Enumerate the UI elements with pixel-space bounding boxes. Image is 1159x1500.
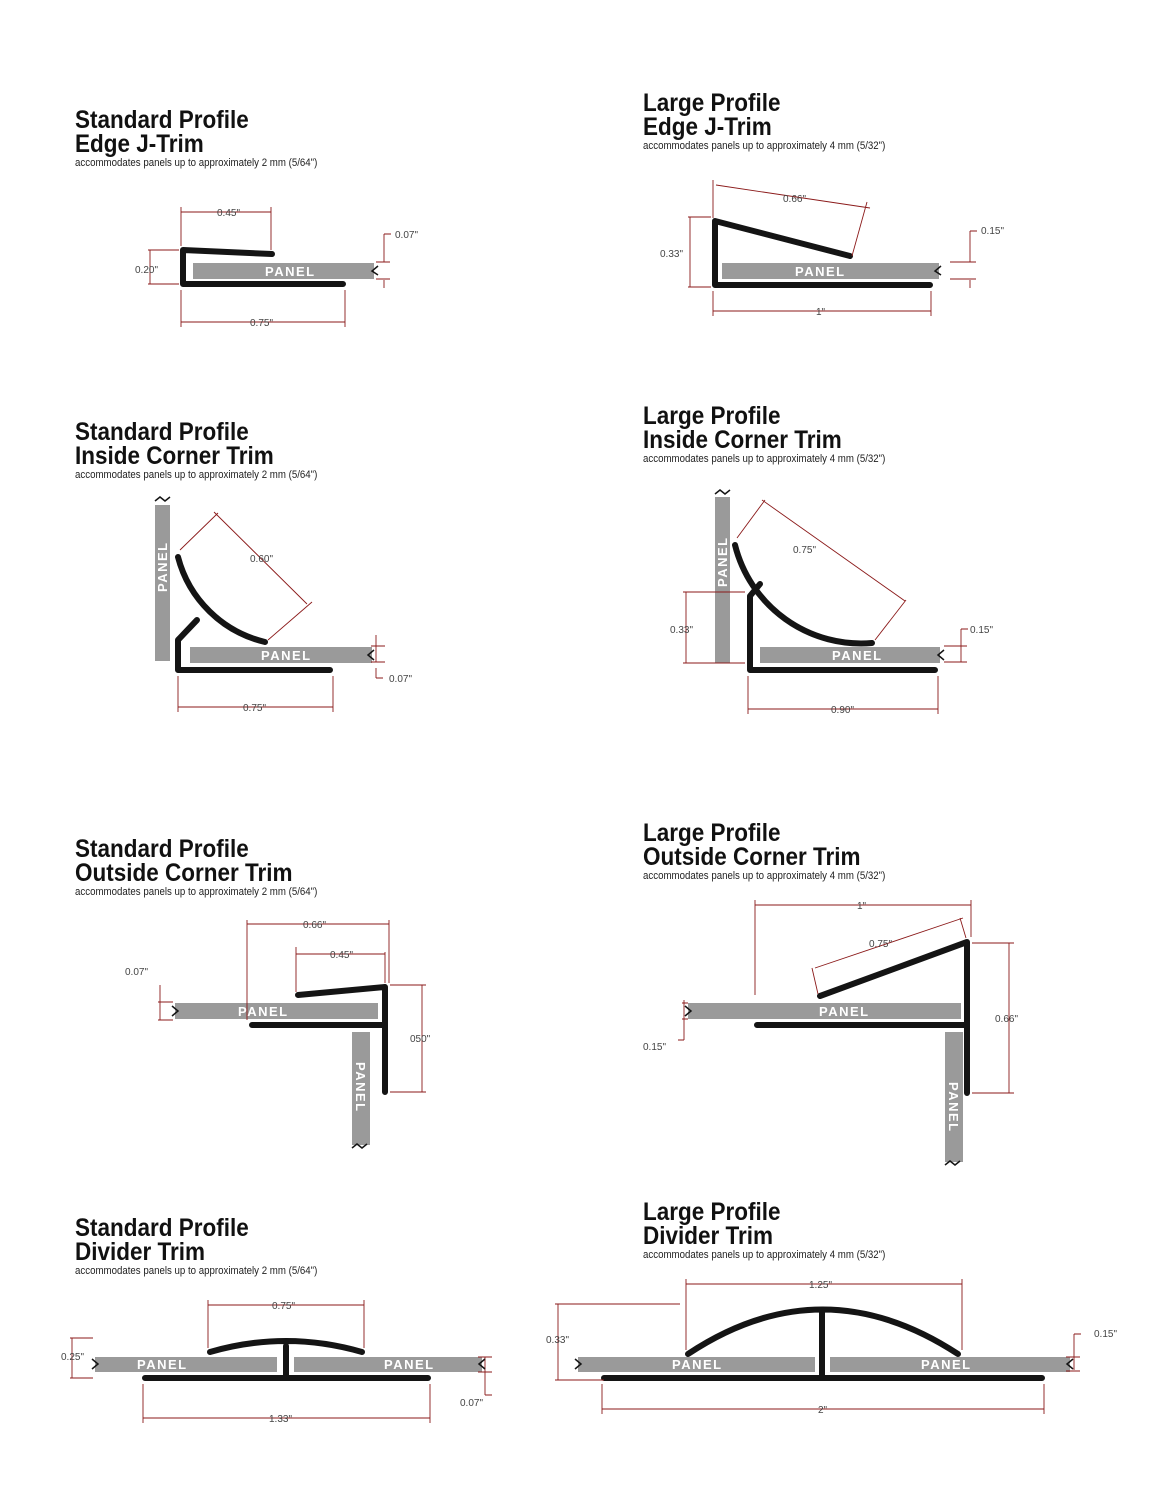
dim-lg-divider-d: 2" [818, 1405, 828, 1416]
panel-label-6: PANEL [832, 648, 883, 663]
lg-inside-note: accommodates panels up to approximately 4 mm (5/32") [643, 453, 886, 465]
std-inside-title-2: Inside Corner Trim [75, 442, 274, 470]
dim-lg-outside-b: 0.75" [869, 939, 893, 950]
std-outside-title-2: Outside Corner Trim [75, 859, 293, 887]
dim-lg-divider-b: 0.33" [546, 1335, 570, 1346]
lg-inside-title-1: Large Profile [643, 402, 781, 430]
std-edge-title-2: Edge J-Trim [75, 130, 204, 158]
lg-edge-title-2: Edge J-Trim [643, 113, 772, 141]
panel-label-10: PANEL [946, 1082, 961, 1133]
panel-label-2: PANEL [795, 264, 846, 279]
std-outside-title-1: Standard Profile [75, 835, 249, 863]
dim-std-divider-a: 0.75" [272, 1301, 296, 1312]
dim-lg-inside-c: 0.33" [670, 625, 694, 636]
dim-std-divider-b: 0.25" [61, 1352, 85, 1363]
dim-std-inside-b: 0.07" [389, 674, 413, 685]
dim-std-edge-c: 0.20" [135, 265, 159, 276]
panel-label-14: PANEL [921, 1357, 972, 1372]
std-inside-note: accommodates panels up to approximately 2 mm (5/64") [75, 469, 318, 481]
dim-std-outside-d: 050" [410, 1034, 431, 1045]
panel-label-9: PANEL [819, 1004, 870, 1019]
dim-std-divider-c: 0.07" [460, 1398, 484, 1409]
std-outside-note: accommodates panels up to approximately 2 mm (5/64") [75, 886, 318, 898]
dim-lg-outside-a: 1" [857, 901, 867, 912]
lg-divider-title-2: Divider Trim [643, 1222, 774, 1250]
lg-edge-note: accommodates panels up to approximately 4 mm (5/32") [643, 140, 886, 152]
panel-label-7: PANEL [238, 1004, 289, 1019]
dim-lg-divider-a: 1.25" [809, 1280, 833, 1291]
dim-std-inside-d: 0.75" [243, 703, 267, 714]
std-divider-note: accommodates panels up to approximately 2 mm (5/64") [75, 1265, 318, 1277]
dim-std-inside-a: 0.60" [250, 554, 274, 565]
dim-std-outside-a: 0.66" [303, 920, 327, 931]
dim-std-edge-a: 0.45" [217, 208, 241, 219]
dim-lg-edge-c: 0.33" [660, 249, 684, 260]
lg-divider-title-1: Large Profile [643, 1198, 781, 1226]
std-edge-note: accommodates panels up to approximately 2 mm (5/64") [75, 157, 318, 169]
dim-lg-inside-b: 0.15" [970, 625, 994, 636]
dim-std-divider-d: 1.33" [269, 1414, 293, 1425]
dim-lg-inside-a: 0.75" [793, 545, 817, 556]
lg-edge-title-1: Large Profile [643, 89, 781, 117]
dim-lg-edge-a: 0.66" [783, 194, 807, 205]
dim-lg-divider-c: 0.15" [1094, 1329, 1118, 1340]
panel-label-11: PANEL [137, 1357, 188, 1372]
panel-label-5: PANEL [715, 536, 730, 587]
dim-std-edge-b: 0.07" [395, 230, 419, 241]
panel-label-1: PANEL [265, 264, 316, 279]
panel-label-13: PANEL [672, 1357, 723, 1372]
dim-std-outside-b: 0.45" [330, 950, 354, 961]
panel-label-3: PANEL [155, 541, 170, 592]
dim-lg-edge-b: 0.15" [981, 226, 1005, 237]
std-divider-title-2: Divider Trim [75, 1238, 206, 1266]
dim-std-edge-d: 0.75" [250, 318, 274, 329]
std-edge-title-1: Standard Profile [75, 106, 249, 134]
std-inside-title-1: Standard Profile [75, 418, 249, 446]
std-divider-title-1: Standard Profile [75, 1214, 249, 1242]
panel-label-12: PANEL [384, 1357, 435, 1372]
lg-divider-note: accommodates panels up to approximately 4 mm (5/32") [643, 1249, 886, 1261]
lg-outside-title-2: Outside Corner Trim [643, 843, 861, 871]
lg-outside-title-1: Large Profile [643, 819, 781, 847]
dim-lg-outside-c: 0.15" [643, 1042, 667, 1053]
panel-label-4: PANEL [261, 648, 312, 663]
lg-outside-note: accommodates panels up to approximately 4 mm (5/32") [643, 870, 886, 882]
dim-lg-edge-d: 1" [816, 307, 826, 318]
dim-lg-inside-d: 0.90" [831, 705, 855, 716]
panel-label-8: PANEL [353, 1062, 368, 1113]
dim-lg-outside-d: 0.66" [995, 1014, 1019, 1025]
lg-inside-title-2: Inside Corner Trim [643, 426, 842, 454]
dim-std-outside-c: 0.07" [125, 967, 149, 978]
